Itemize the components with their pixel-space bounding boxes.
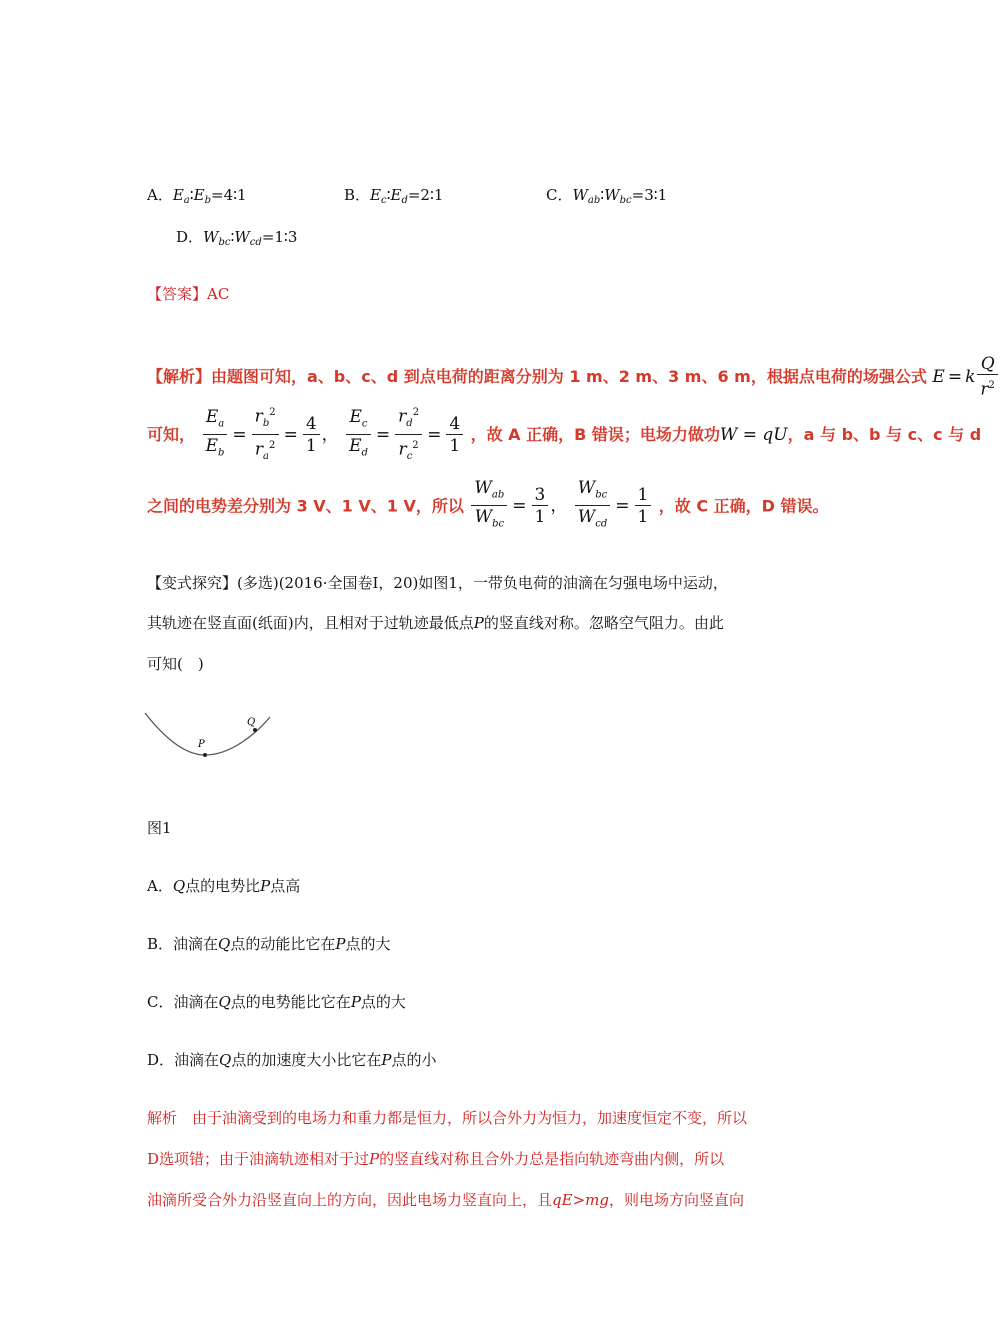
variant-option-a: A．Q点的电势比P点高: [147, 877, 301, 895]
figure-caption: 图1: [147, 819, 172, 837]
analysis2-line3: 油滴所受合外力沿竖直向上的方向，因此电场力竖直向上，且qE>mg，则电场方向竖直向: [147, 1191, 744, 1209]
variant-option-c: C．油滴在Q点的电势能比它在P点的大: [147, 993, 406, 1011]
point-p: [203, 753, 207, 757]
option-b: B．$E_c∶E_d=2∶1$: [344, 186, 444, 206]
point-q: [253, 728, 257, 732]
analysis2-line1: 解析 由于油滴受到的电场力和重力都是恒力，所以合外力为恒力，加速度恒定不变，所以: [147, 1109, 748, 1127]
variant-line1: 【变式探究】(多选)(2016·全国卷Ⅰ，20)如图1，一带负电荷的油滴在匀强电场中运动，: [147, 574, 728, 592]
variant-line2: 其轨迹在竖直面(纸面)内，且相对于过轨迹最低点P的竖直线对称。忽略空气阻力。由此: [147, 614, 724, 632]
variant-line3: 可知( ): [147, 655, 204, 673]
label-q: Q: [247, 717, 256, 728]
answer-line: 【答案】AC: [147, 285, 230, 303]
work-ratio-formula: $\frac{W_{ab}}{W_{bc}}$ = $\frac{3}{1}$ ， $\frac{W_{bc}}{W_{cd}}$ = $\frac{1}{1}$: [469, 496, 658, 516]
analysis1-line2: 可知， $\frac{E_a}{E_b}$ = $\frac{r_b^2}{r_a^2}$ = $\frac{4}{1}$ ， $\frac{E_c}{E_d}$ = $\frac{r_d^2}{r_c^2}$ = $\frac{4}{1}$ ，故 A 正确，B 错误；电场力做功W = qU，a 与 b、b 与 c、c 与 d: [147, 403, 981, 468]
variant-option-b: B．油滴在Q点的动能比它在P点的大: [147, 935, 391, 953]
ratio-ab-formula: $\frac{E_a}{E_b}$ = $\frac{r_b^2}{r_a^2}$ = $\frac{4}{1}$ ， $\frac{E_c}{E_d}$ = $\frac{r_d^2}{r_c^2}$ = $\frac{4}{1}$: [201, 425, 471, 445]
analysis1-line1: 【解析】由题图可知，a、b、c、d 到点电荷的距离分别为 1 m、2 m、3 m、6 m，根据点电荷的场强公式 E = k $\frac{Q}{r^2}$: [147, 354, 1000, 401]
work-formula: W = qU: [719, 425, 788, 446]
trajectory-figure: [140, 705, 280, 765]
label-p: P: [198, 739, 205, 750]
field-formula: E = k $\frac{Q}{r^2}$: [932, 367, 1000, 387]
variant-option-d: D．油滴在Q点的加速度大小比它在P点的小: [147, 1051, 437, 1069]
option-a: A．$E_a∶E_b=4∶1$: [147, 186, 247, 206]
analysis1-line3: 之间的电势差分别为 3 V、1 V、1 V，所以 $\frac{W_{ab}}{W_{bc}}$ = $\frac{3}{1}$ ， $\frac{W_{bc}}{W_{cd}}$ = $\frac{1}{1}$ ，故 C 正确，D 错误。: [147, 478, 829, 530]
analysis2-line2: D选项错；由于油滴轨迹相对于过P的竖直线对称且合外力总是指向轨迹弯曲内侧，所以: [147, 1150, 725, 1168]
option-d: D．$W_{bc}∶W_{cd}=1∶3$: [176, 228, 298, 248]
option-c: C．$W_{ab}∶W_{bc}=3∶1$: [546, 186, 668, 206]
